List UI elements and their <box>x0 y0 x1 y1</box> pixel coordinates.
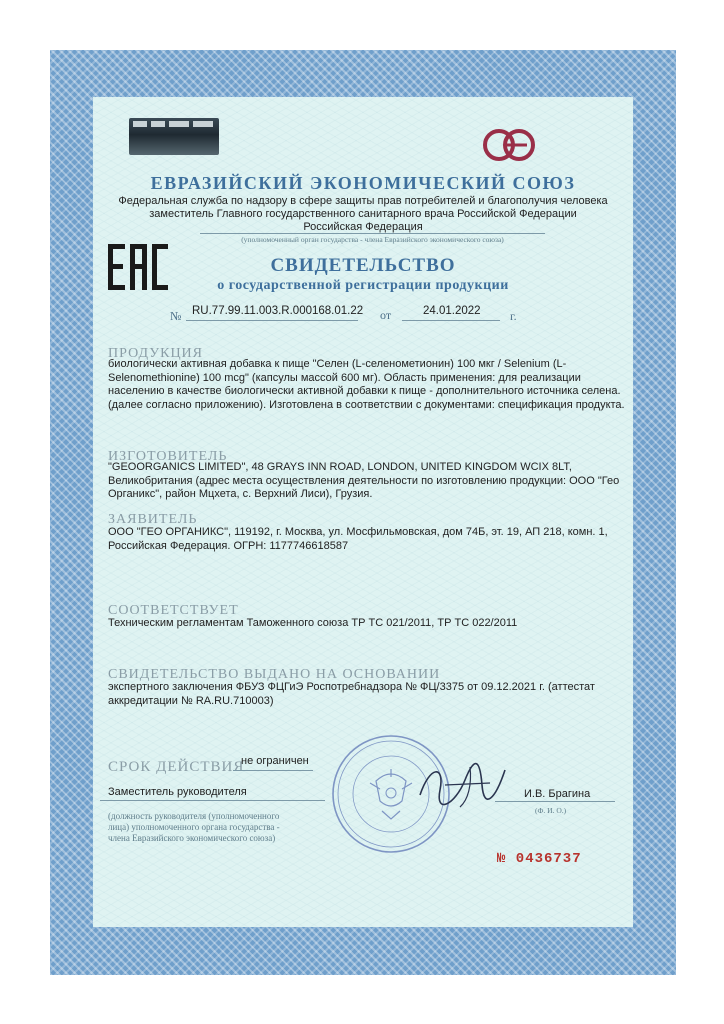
section-heading-applicant: ЗАЯВИТЕЛЬ <box>108 512 198 527</box>
manufacturer-line: Великобритания (адрес места осуществления деятельности по изготовлению продукции: ООО "Гео <box>108 474 620 487</box>
product-line: Selenomethionine) 100 mcg" (капсулы массой 600 мг). Область применения: для реализации <box>108 371 581 384</box>
signer-position: Заместитель руководителя <box>108 786 247 798</box>
product-line: населению в качестве биологически активной добавки к пище - дополнительного источника селена. <box>108 385 621 397</box>
position-caption-line: (должность руководителя (уполномоченного <box>108 811 280 821</box>
hologram-sticker <box>129 118 219 155</box>
signer-name: И.В. Брагина <box>524 788 591 800</box>
applicant-line: ООО "ГЕО ОРГАНИКС", 119192, г. Москва, ул. Мосфильмовская, дом 74Б, эт. 19, АП 218, комн. 1, <box>108 526 608 538</box>
issuer-underline <box>200 233 545 234</box>
applicant-text <box>108 526 628 553</box>
certificate-title: СВИДЕТЕЛЬСТВО <box>270 255 456 276</box>
hologram-strip <box>151 121 165 127</box>
hologram-strip <box>193 121 213 127</box>
manufacturer-text <box>108 461 628 502</box>
conforms-line: Техническим регламентам Таможенного союза ТР ТС 021/2011, ТР ТС 022/2011 <box>108 617 518 629</box>
validity-underline <box>233 770 313 771</box>
basis-text <box>108 681 628 708</box>
date-underline <box>402 320 500 321</box>
validity-value: не ограничен <box>241 755 309 767</box>
position-underline <box>100 800 325 801</box>
name-underline <box>495 801 615 802</box>
from-label: от <box>380 308 392 322</box>
serial-number: № 0436737 <box>497 851 582 867</box>
position-caption <box>108 811 280 844</box>
product-line: биологически активная добавка к пище "Селен (L-селенометионин) 100 мкг / Selenium (L- <box>108 358 567 370</box>
position-caption-line: лица) уполномоченного органа государства - <box>108 822 280 832</box>
manufacturer-line: "GEOORGANICS LIMITED", 48 GRAYS INN ROAD, LONDON, UNITED KINGDOM WCIX 8LT, <box>108 461 572 473</box>
applicant-line: Российская Федерация. ОГРН: 1177746618587 <box>108 539 349 552</box>
issuer-line: Российская Федерация <box>303 221 423 233</box>
basis-line: аккредитации № RA.RU.710003) <box>108 694 274 707</box>
product-line: (далее согласно приложению). Изготовлена в соответствии с документами: спецификация продукта. <box>108 398 625 411</box>
certificate-number: RU.77.99.11.003.R.000168.01.22 <box>192 305 364 317</box>
manufacturer-line: Органикс", район Мцхета, с. Верхний Лиси), Грузия. <box>108 488 373 500</box>
se-logo-icon <box>482 127 536 163</box>
section-heading-validity: СРОК ДЕЙСТВИЯ <box>108 759 245 775</box>
basis-line: экспертного заключения ФБУЗ ФЦГиЭ Роспотребнадзора № ФЦ/3375 от 09.12.2021 г. (аттестат <box>108 681 595 693</box>
certificate-date: 24.01.2022 <box>423 305 481 317</box>
number-underline <box>186 320 358 321</box>
issuer-line: Федеральная служба по надзору в сфере защиты прав потребителей и благополучия человека <box>118 195 608 207</box>
hologram-strip <box>133 121 147 127</box>
section-heading-product: ПРОДУКЦИЯ <box>108 346 204 361</box>
issuer-caption: (уполномоченный орган государства - члена Евразийского экономического союза) <box>241 235 504 244</box>
section-heading-conforms: СООТВЕТСТВУЕТ <box>108 603 239 618</box>
product-text <box>108 358 628 412</box>
position-caption-line: члена Евразийского экономического союза) <box>108 833 276 843</box>
union-title: ЕВРАЗИЙСКИЙ ЭКОНОМИЧЕСКИЙ СОЮЗ <box>150 173 576 193</box>
certificate-subtitle: о государственной регистрации продукции <box>217 278 509 293</box>
issuer-line: заместитель Главного государственного санитарного врача Российской Федерации <box>149 208 577 220</box>
number-prefix: № <box>170 309 182 323</box>
section-heading-basis: СВИДЕТЕЛЬСТВО ВЫДАНО НА ОСНОВАНИИ <box>108 667 441 682</box>
fio-caption: (Ф. И. О.) <box>535 806 567 815</box>
conforms-text <box>108 617 628 631</box>
year-suffix: г. <box>510 309 517 323</box>
hologram-strip <box>169 121 189 127</box>
section-heading-manufacturer: ИЗГОТОВИТЕЛЬ <box>108 449 228 464</box>
